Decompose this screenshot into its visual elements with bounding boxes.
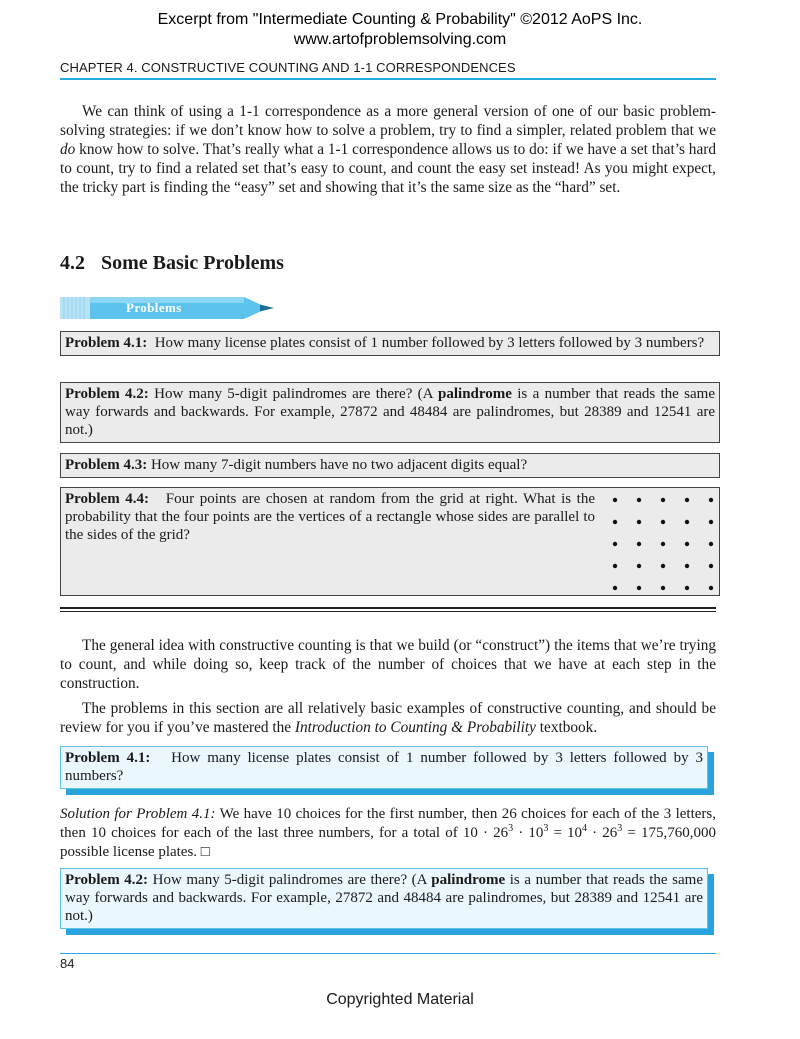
section-divider — [60, 607, 716, 609]
running-head: CHAPTER 4. CONSTRUCTIVE COUNTING AND 1-1 CORRESPONDENCES — [60, 60, 516, 75]
body-text: The problems in this section are all relatively basic examples of constructive counting, and should be review for you if you’ve mastered the — [60, 700, 716, 736]
exponent: 3 — [617, 823, 623, 834]
problem-highlight-4-2 — [60, 868, 708, 929]
exponent: 3 — [508, 823, 514, 834]
grid-dot — [637, 520, 641, 524]
grid-dot — [613, 586, 617, 590]
book-title: Introduction to Counting & Probability — [294, 719, 536, 736]
section-heading — [60, 252, 284, 275]
problem-text: Four points are chosen at random from the grid at right. What is the probability that the four points are the vertices of a rectangle whose sides are parallel to the sides of the grid? — [65, 491, 595, 543]
grid-dot — [685, 520, 689, 524]
problem-highlight-4-1 — [60, 746, 708, 789]
problem-label: Problem 4.1: — [65, 335, 148, 351]
exponent: 4 — [582, 823, 588, 834]
problem-box-4-2 — [60, 382, 720, 443]
grid-dot — [661, 564, 665, 568]
grid-dot — [709, 498, 713, 502]
grid-dot — [613, 498, 617, 502]
body-text-cont: textbook. — [535, 719, 598, 736]
problem-label: Problem 4.1: — [65, 750, 151, 766]
footer-rule — [60, 953, 716, 954]
grid-dot — [637, 564, 641, 568]
problem-box-4-3 — [60, 453, 720, 478]
grid-dot — [685, 564, 689, 568]
grid-dot — [613, 520, 617, 524]
problem-box-4-4 — [60, 487, 720, 596]
section-number: 4.2 — [60, 252, 85, 274]
grid-dot — [709, 542, 713, 546]
solution-4-1 — [60, 805, 716, 862]
grid-dot — [613, 564, 617, 568]
problem-term: palindrome — [438, 386, 512, 402]
intro-paragraph — [60, 102, 716, 197]
section-title: Some Basic Problems — [101, 252, 284, 274]
body-paragraph-2 — [60, 699, 716, 737]
grid-dot — [685, 586, 689, 590]
pencil-label: Problems — [126, 300, 182, 315]
problem-label: Problem 4.4: — [65, 491, 150, 507]
grid-dot — [661, 586, 665, 590]
page-number: 84 — [60, 956, 75, 971]
problem-box-4-1 — [60, 331, 720, 356]
problem-text-cont: is a number that reads the same way forwards and backwards. For example, 27872 and 48484 are palindromes, but 28389 and 12541 are not.) — [65, 386, 715, 438]
problem-text: How many license plates consist of 1 number followed by 3 letters followed by 3 numbers? — [65, 750, 703, 784]
excerpt-title: Excerpt from "Intermediate Counting & Probability" ©2012 AoPS Inc. — [157, 11, 643, 28]
dot-grid — [611, 496, 715, 592]
grid-dot — [637, 586, 641, 590]
excerpt-url: www.artofproblemsolving.com — [293, 31, 507, 48]
solution-text: · 26 — [587, 825, 618, 841]
grid-dot — [637, 542, 641, 546]
problems-pencil-banner — [60, 295, 274, 321]
solution-text: · 10 — [513, 825, 544, 841]
grid-dot — [661, 542, 665, 546]
problem-4-4-text — [65, 490, 595, 544]
header-rule — [60, 78, 716, 80]
exponent: 3 — [543, 823, 549, 834]
problem-text: How many 5-digit palindromes are there? (A — [152, 872, 432, 888]
grid-dot — [613, 542, 617, 546]
grid-dot — [685, 498, 689, 502]
section-divider-thin — [60, 611, 716, 612]
excerpt-banner — [0, 10, 800, 50]
solution-text: = 10 — [548, 825, 583, 841]
problem-label: Problem 4.2: — [65, 872, 149, 888]
solution-text: We have 10 choices for the first number, then 26 choices for each of the 3 letters, then 10 choices for each of the last three numbers, for a total of 10 · 26 — [60, 806, 716, 841]
grid-dot — [709, 586, 713, 590]
problem-text: How many 5-digit palindromes are there? (A — [154, 386, 439, 402]
grid-dot — [637, 498, 641, 502]
grid-dot — [709, 564, 713, 568]
grid-dot — [685, 542, 689, 546]
grid-dot — [661, 498, 665, 502]
intro-text-2: know how to solve. That’s really what a 1-1 correspondence allows us to do: if we have a set that’s hard to count, try to find a related set that’s easy to count, and count the easy set instead! As you might expect, the tricky part is finding the “easy” set and showing that it’s the same size as the “hard” set. — [60, 141, 716, 196]
problem-term: palindrome — [431, 872, 506, 888]
solution-label: Solution for Problem 4.1: — [60, 806, 216, 822]
problem-label: Problem 4.2: — [65, 386, 149, 402]
problem-label: Problem 4.3: — [65, 457, 148, 473]
intro-emphasis: do — [60, 141, 76, 158]
grid-dot — [661, 520, 665, 524]
copyright-notice: Copyrighted Material — [326, 991, 474, 1008]
problem-text: How many license plates consist of 1 number followed by 3 letters followed by 3 numbers? — [154, 335, 705, 351]
problem-text-cont: is a number that reads the same way forwards and backwards. For example, 27872 and 48484 are palindromes, but 28389 and 12541 are not.) — [65, 872, 703, 924]
solution-text: = 175,760,000 possible license plates. □ — [60, 825, 717, 860]
problem-text: How many 7-digit numbers have no two adjacent digits equal? — [150, 457, 528, 473]
body-paragraph-1: The general idea with constructive counting is that we build (or “construct”) the items that we’re trying to count, and while doing so, keep track of the number of choices that we have at each step in the construction. — [60, 637, 716, 692]
grid-dot — [709, 520, 713, 524]
intro-text-1: We can think of using a 1-1 correspondence as a more general version of one of our basic problem-solving strategies: if we don’t know how to solve a problem, try to find a simpler, related problem that we — [60, 103, 716, 139]
